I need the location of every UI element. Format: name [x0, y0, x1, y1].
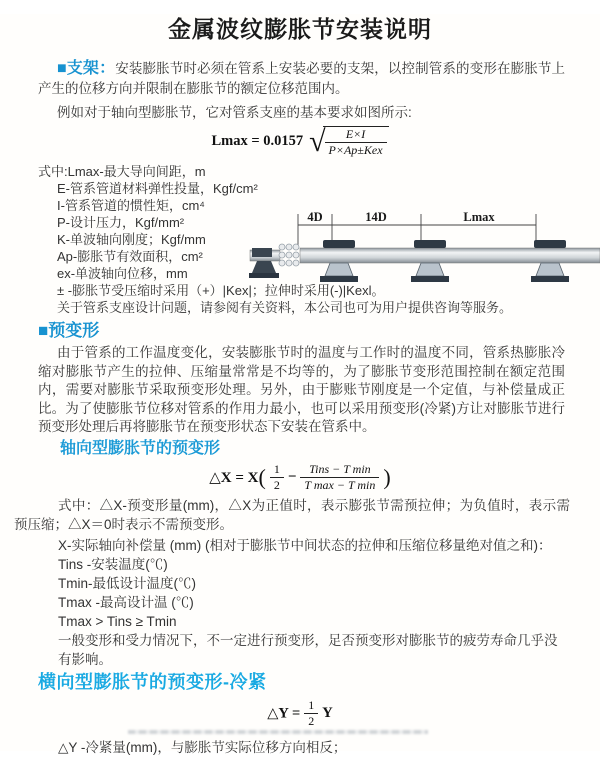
definition-line: ± -膨胀节受压缩时采用（+）|Kex|；拉伸时采用(-)|Kexl。: [57, 283, 385, 298]
axial-shizhong-paragraph: 式中：△X-预变形量(mm)，△X为正值时，表示膨张节需预拉伸；为负值时，表示需预压缩；△X＝0时表示不需预变形。: [14, 497, 570, 532]
dimension-label-4d: 4D: [307, 210, 323, 224]
definition-line: ex-单波轴向位移，mm: [57, 266, 188, 281]
definition-line: E-管系管道材料弹性投量，Kgf/cm²: [57, 181, 258, 196]
open-paren: (: [258, 464, 266, 489]
lateral-formula-suffix: Y: [322, 704, 333, 721]
minus-sign: −: [287, 468, 297, 485]
half-numerator: 1: [270, 463, 284, 478]
close-paren: ): [383, 464, 391, 489]
temp-fraction-numerator: Tins − T min: [300, 463, 379, 478]
support-intro-paragraph: [38, 59, 565, 99]
axial-formula: [0, 463, 600, 492]
axial-subsection-heading: 轴向型膨胀节的预变形: [60, 439, 221, 457]
lmax-formula: [0, 126, 600, 157]
note-line: 一般变形和受力情况下，不一定进行预变形，足否预变形对膨胀节的疲劳寿命几乎没有影响。: [58, 632, 558, 667]
half-denominator: 2: [273, 477, 280, 492]
support-example-line: 例如对于轴向型膨胀节，它对管系支座的基本要求如图所示:: [57, 105, 412, 120]
note-line: Tmin-最低设计温度(℃): [58, 575, 196, 591]
lateral-note-line: △Y -冷紧量(mm)，与膨胀节实际位移方向相反；: [58, 739, 347, 755]
page-title: 金属波纹膨胀节安装说明: [168, 16, 432, 42]
axial-formula-temp-fraction: [300, 463, 379, 492]
note-line: X-实际轴向补偿量 (mm) (相对于膨胀节中间状态的拉伸和压缩位移量绝对值之和)：: [58, 537, 552, 553]
note-line: Tmax -最高设计温 (℃): [58, 594, 194, 610]
definition-line: P-设计压力，Kgf/mm²: [57, 215, 185, 230]
half-denominator: 2: [308, 713, 315, 728]
lateral-formula-prefix: △Y =: [267, 705, 301, 721]
lmax-formula-prefix: Lmax = 0.0157: [211, 133, 304, 149]
lmax-formula-numerator: E×I: [325, 128, 387, 143]
note-line: Tins -安装温度(℃): [58, 556, 168, 572]
definition-line: K-单波轴向刚度；Kgf/mm: [57, 232, 206, 247]
dimension-label-14d: 14D: [365, 210, 387, 224]
note-line: Tmax > Tins ≥ Tmin: [58, 613, 177, 629]
predeform-section-heading: ■预变形: [38, 321, 100, 340]
lateral-subsection-heading: 横向型膨胀节的预变形-冷紧: [38, 671, 267, 692]
document-page: [0, 14, 600, 755]
lateral-formula: [0, 699, 600, 728]
definition-line: 关于管系支座设计问题，请参阅有关资料，本公司也可为用户提供咨询等服务。: [57, 300, 513, 315]
support-section-heading: ■支架：: [57, 60, 116, 77]
temp-fraction-denominator: T max − T min: [304, 477, 376, 492]
support-intro-text: 安装膨胀节时必须在管系上安装必要的支架，以控制管系的变形在膨胀节上产生的位移方向并限制在膨胀节的额定位移范围内。: [38, 61, 565, 96]
axial-formula-half: [270, 463, 284, 492]
definition-line: 式中:Lmax-最大导向间距，m: [38, 164, 206, 179]
lateral-formula-half: [304, 699, 318, 728]
axial-formula-prefix: △X = X: [209, 469, 259, 486]
axial-notes-list: [58, 536, 565, 669]
cutoff-text-remnant: [128, 730, 428, 734]
definition-line: Ap-膨胀节有效面积，cm²: [57, 249, 203, 264]
predeform-paragraph: 由于管系的工作温度变化，安装膨胀节时的温度与工作时的温度不同，管系热膨胀冷缩对膨胀节产生的拉伸、压缩量常常是不均等的，为了膨胀节变形范围控制在额定范围内，需要对膨胀节采取预变形处理。另外，由于膨账节刚度是一个定值，与补偿量成正比。为了使膨胀节位移对管系的作用力最小，也可以采用预变形(冷紧)方让对膨胀节进行预变形处理后再将膨胀节在预变形状态下安装在管系中。: [38, 345, 565, 434]
dimension-label-lmax: Lmax: [463, 210, 495, 224]
sqrt-radical-icon: √: [309, 124, 326, 158]
definition-line: I-管系管道的惯性矩，cm⁴: [57, 198, 205, 213]
lmax-formula-radicand: [323, 126, 389, 157]
lmax-formula-denominator: P×Ap±Kex: [328, 143, 383, 157]
definitions-list: [38, 163, 565, 316]
half-numerator: 1: [304, 699, 318, 714]
